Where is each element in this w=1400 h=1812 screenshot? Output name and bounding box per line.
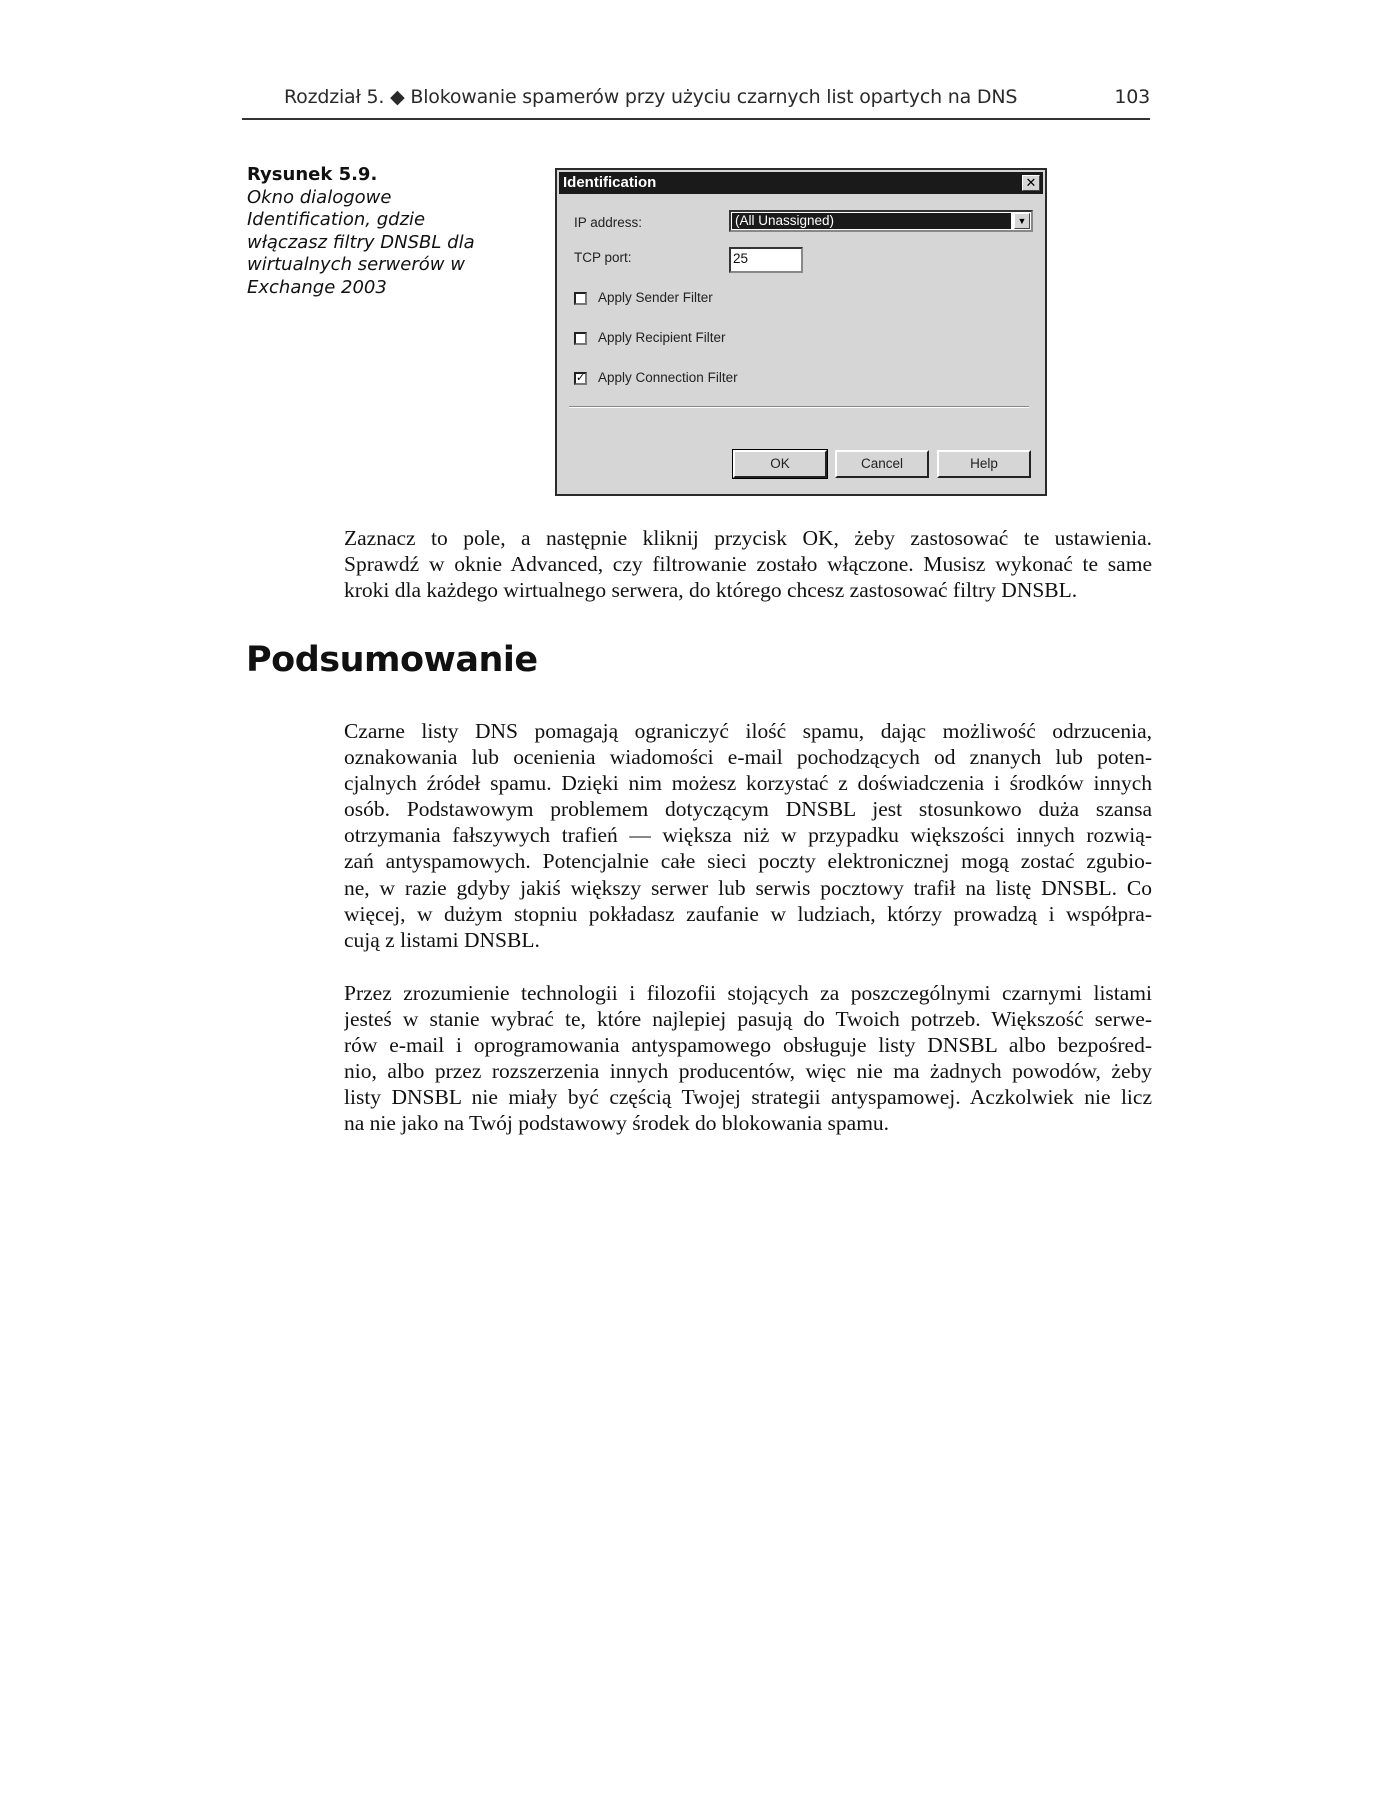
cancel-button[interactable]: Cancel [835,450,929,478]
dialog-separator [569,406,1029,408]
ip-address-label: IP address: [574,215,643,230]
running-header [242,82,1150,120]
dialog-title: Identification [563,174,657,191]
paragraph-line: rów e-mail i oprogramowania antyspamowego obsługuje listy DNSBL albo bezpośred- [344,1033,1152,1058]
paragraph-line: kroki dla każdego wirtualnego serwera, do którego chcesz zastosować filtry DNSBL. [344,578,1078,603]
connection-filter-label: Apply Connection Filter [598,370,738,385]
paragraph-3 [344,980,1152,1137]
help-button[interactable]: Help [937,450,1031,478]
paragraph-line: jesteś w stanie wybrać te, które najlepiej pasują do Twoich potrzeb. Większość serwe- [344,1007,1152,1032]
chapter-label: Rozdział 5. [284,86,385,108]
running-header-title [284,86,1017,108]
identification-dialog [555,168,1047,496]
paragraph-line: cują z listami DNSBL. [344,927,540,952]
figure-description: Okno dialogowe Identification, gdzie włączasz filtry DNSBL dla wirtualnych serwerów w Exchange 2003 [247,186,475,298]
paragraph-line: nio, albo przez rozszerzenia innych producentów, więc nie ma żadnych powodów, żeby [344,1059,1152,1084]
chapter-title: Blokowanie spamerów przy użyciu czarnych list opartych na DNS [410,86,1018,108]
paragraph-line: listy DNSBL nie miały być częścią Twojej strategii antyspamowej. Aczkolwiek nie licz [344,1085,1152,1110]
tcp-port-input[interactable]: 25 [729,247,803,273]
bullet-icon: ◆ [390,86,405,108]
ip-address-value: (All Unassigned) [732,213,1011,229]
section-heading: Podsumowanie [246,640,538,680]
paragraph-line: otrzymania fałszywych trafień — większa niż w przypadku większości innych rozwią- [344,823,1152,848]
page-number: 103 [1114,86,1150,108]
paragraph-1 [344,525,1152,603]
paragraph-line: zań antyspamowych. Potencjalnie całe sieci poczty elektronicznej mogą zostać zgubio- [344,849,1152,874]
tcp-port-label: TCP port: [574,250,632,265]
paragraph-line: Przez zrozumienie technologii i filozofii stojących za poszczególnymi czarnymi listami [344,981,1152,1005]
figure-label: Rysunek 5.9. [247,164,378,185]
paragraph-line: Sprawdź w oknie Advanced, czy filtrowanie zostało włączone. Musisz wykonać te same [344,552,1152,577]
sender-filter-label: Apply Sender Filter [598,290,713,305]
paragraph-line: Czarne listy DNS pomagają ograniczyć ilość spamu, dając możliwość odrzucenia, [344,719,1152,743]
dialog-titlebar [559,172,1043,194]
recipient-filter-checkbox[interactable] [574,332,587,345]
paragraph-line: ne, w razie gdyby jakiś większy serwer lub serwis pocztowy trafił na listę DNSBL. Co [344,875,1152,900]
paragraph-line: więcej, w dużym stopniu pokładasz zaufanie w ludziach, którzy prowadzą i współpra- [344,901,1152,926]
paragraph-2 [344,718,1152,953]
paragraph-line: osób. Podstawowym problemem dotyczącym DNSBL jest stosunkowo duża szansa [344,797,1152,822]
connection-filter-checkbox[interactable]: ✓ [576,372,586,384]
recipient-filter-label: Apply Recipient Filter [598,330,726,345]
figure-caption [247,164,477,299]
chevron-down-icon[interactable]: ▼ [1014,213,1030,229]
paragraph-line: na nie jako na Twój podstawowy środek do blokowania spamu. [344,1111,890,1136]
paragraph-line: cjalnych źródeł spamu. Dzięki nim możesz korzystać z doświadczenia i środków innych [344,771,1152,796]
sender-filter-checkbox[interactable] [574,292,587,305]
close-icon[interactable]: ✕ [1022,175,1040,191]
ok-button[interactable]: OK [733,450,827,478]
paragraph-line: Zaznacz to pole, a następnie kliknij przycisk OK, żeby zastosować te ustawienia. [344,526,1152,550]
paragraph-line: oznakowania lub ocenienia wiadomości e-mail pochodzących od znanych lub poten- [344,745,1152,770]
ip-address-select[interactable] [729,210,1033,232]
